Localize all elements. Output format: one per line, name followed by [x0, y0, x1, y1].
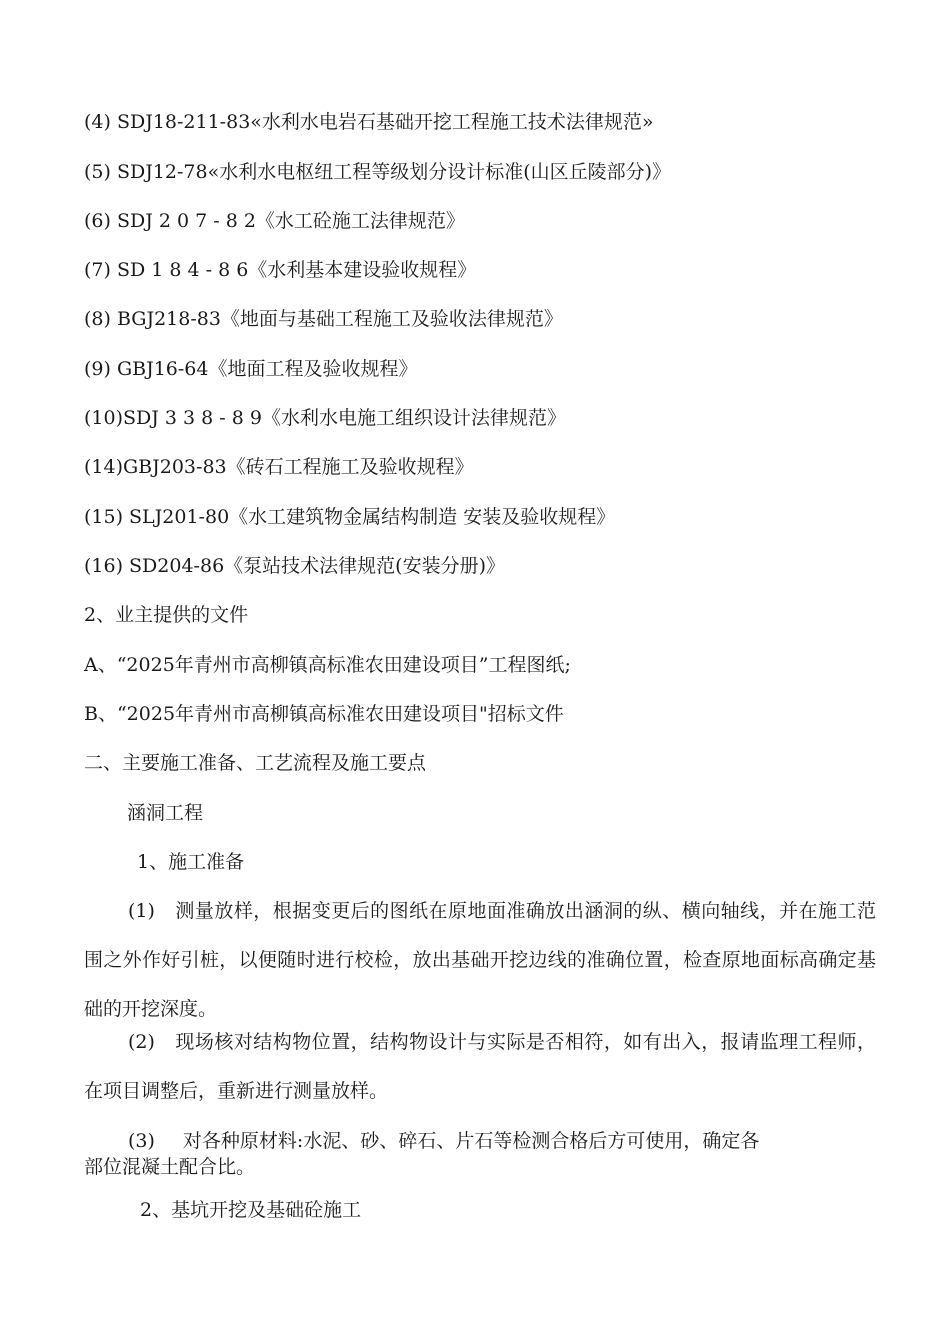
paragraph-1: [84, 887, 876, 1034]
subsection-title: 涵洞工程: [127, 802, 204, 824]
paragraph-3-number: (3): [128, 1130, 155, 1152]
standard-line-4: (4) SDJ18-211-83«水利水电岩石基础开挖工程施工技术法律规范»: [84, 111, 654, 133]
paragraph-2-text: 现场核对结构物位置，结构物设计与实际是否相符，如有出入，报请监理工程师，在项目调整后，重新进行测量放样。: [84, 1031, 876, 1102]
paragraph-1-number: (1): [128, 900, 155, 922]
owner-doc-b: B、“2025年青州市高柳镇高标准农田建设项目"招标文件: [84, 703, 564, 725]
section-heading: 二、主要施工准备、工艺流程及施工要点: [84, 752, 427, 774]
standard-line-5: (5) SDJ12-78«水利水电枢纽工程等级划分设计标准(山区丘陵部分)》: [84, 161, 672, 183]
prep-heading: 1、施工准备: [137, 851, 245, 873]
standard-line-9: (9) GBJ16-64《地面工程及验收规程》: [84, 358, 418, 380]
standard-line-8: (8) BGJ218-83《地面与基础工程施工及验收法律规范》: [84, 308, 563, 330]
paragraph-3-line-1: [84, 1128, 876, 1154]
paragraph-2: [84, 1018, 876, 1116]
paragraph-3-text: 对各种原材料:水泥、砂、碎石、片石等检测合格后方可使用，确定各: [182, 1130, 760, 1152]
standard-line-14: (14)GBJ203-83《砖石工程施工及验收规程》: [84, 456, 474, 478]
paragraph-2-number: (2): [128, 1031, 155, 1053]
standard-line-15: (15) SLJ201-80《水工建筑物金属结构制造 安装及验收规程》: [84, 506, 616, 528]
paragraph-3: [84, 1128, 876, 1180]
paragraph-3-line-2: 部位混凝土配合比。: [84, 1156, 256, 1178]
owner-doc-a: A、“2025年青州市高柳镇高标准农田建设项目”工程图纸;: [84, 654, 571, 676]
standard-line-10: (10)SDJ 3 3 8 - 8 9《水利水电施工组织设计法律规范》: [84, 407, 566, 429]
paragraph-1-text: 测量放样，根据变更后的图纸在原地面准确放出涵洞的纵、横向轴线，并在施工范围之外作好引桩，以便随时进行校检，放出基础开挖边线的准确位置，检查原地面标高确定基础的开挖深度。: [84, 900, 876, 1020]
pit-heading: 2、基坑开挖及基础砼施工: [140, 1199, 362, 1221]
standard-line-7: (7) SD 1 8 4 - 8 6《水利基本建设验收规程》: [84, 259, 477, 281]
owner-docs-heading: 2、业主提供的文件: [84, 604, 249, 626]
standard-line-16: (16) SD204-86《泵站技术法律规范(安装分册)》: [84, 555, 505, 577]
standard-line-6: (6) SDJ 2 0 7 - 8 2《水工砼施工法律规范》: [84, 210, 465, 232]
